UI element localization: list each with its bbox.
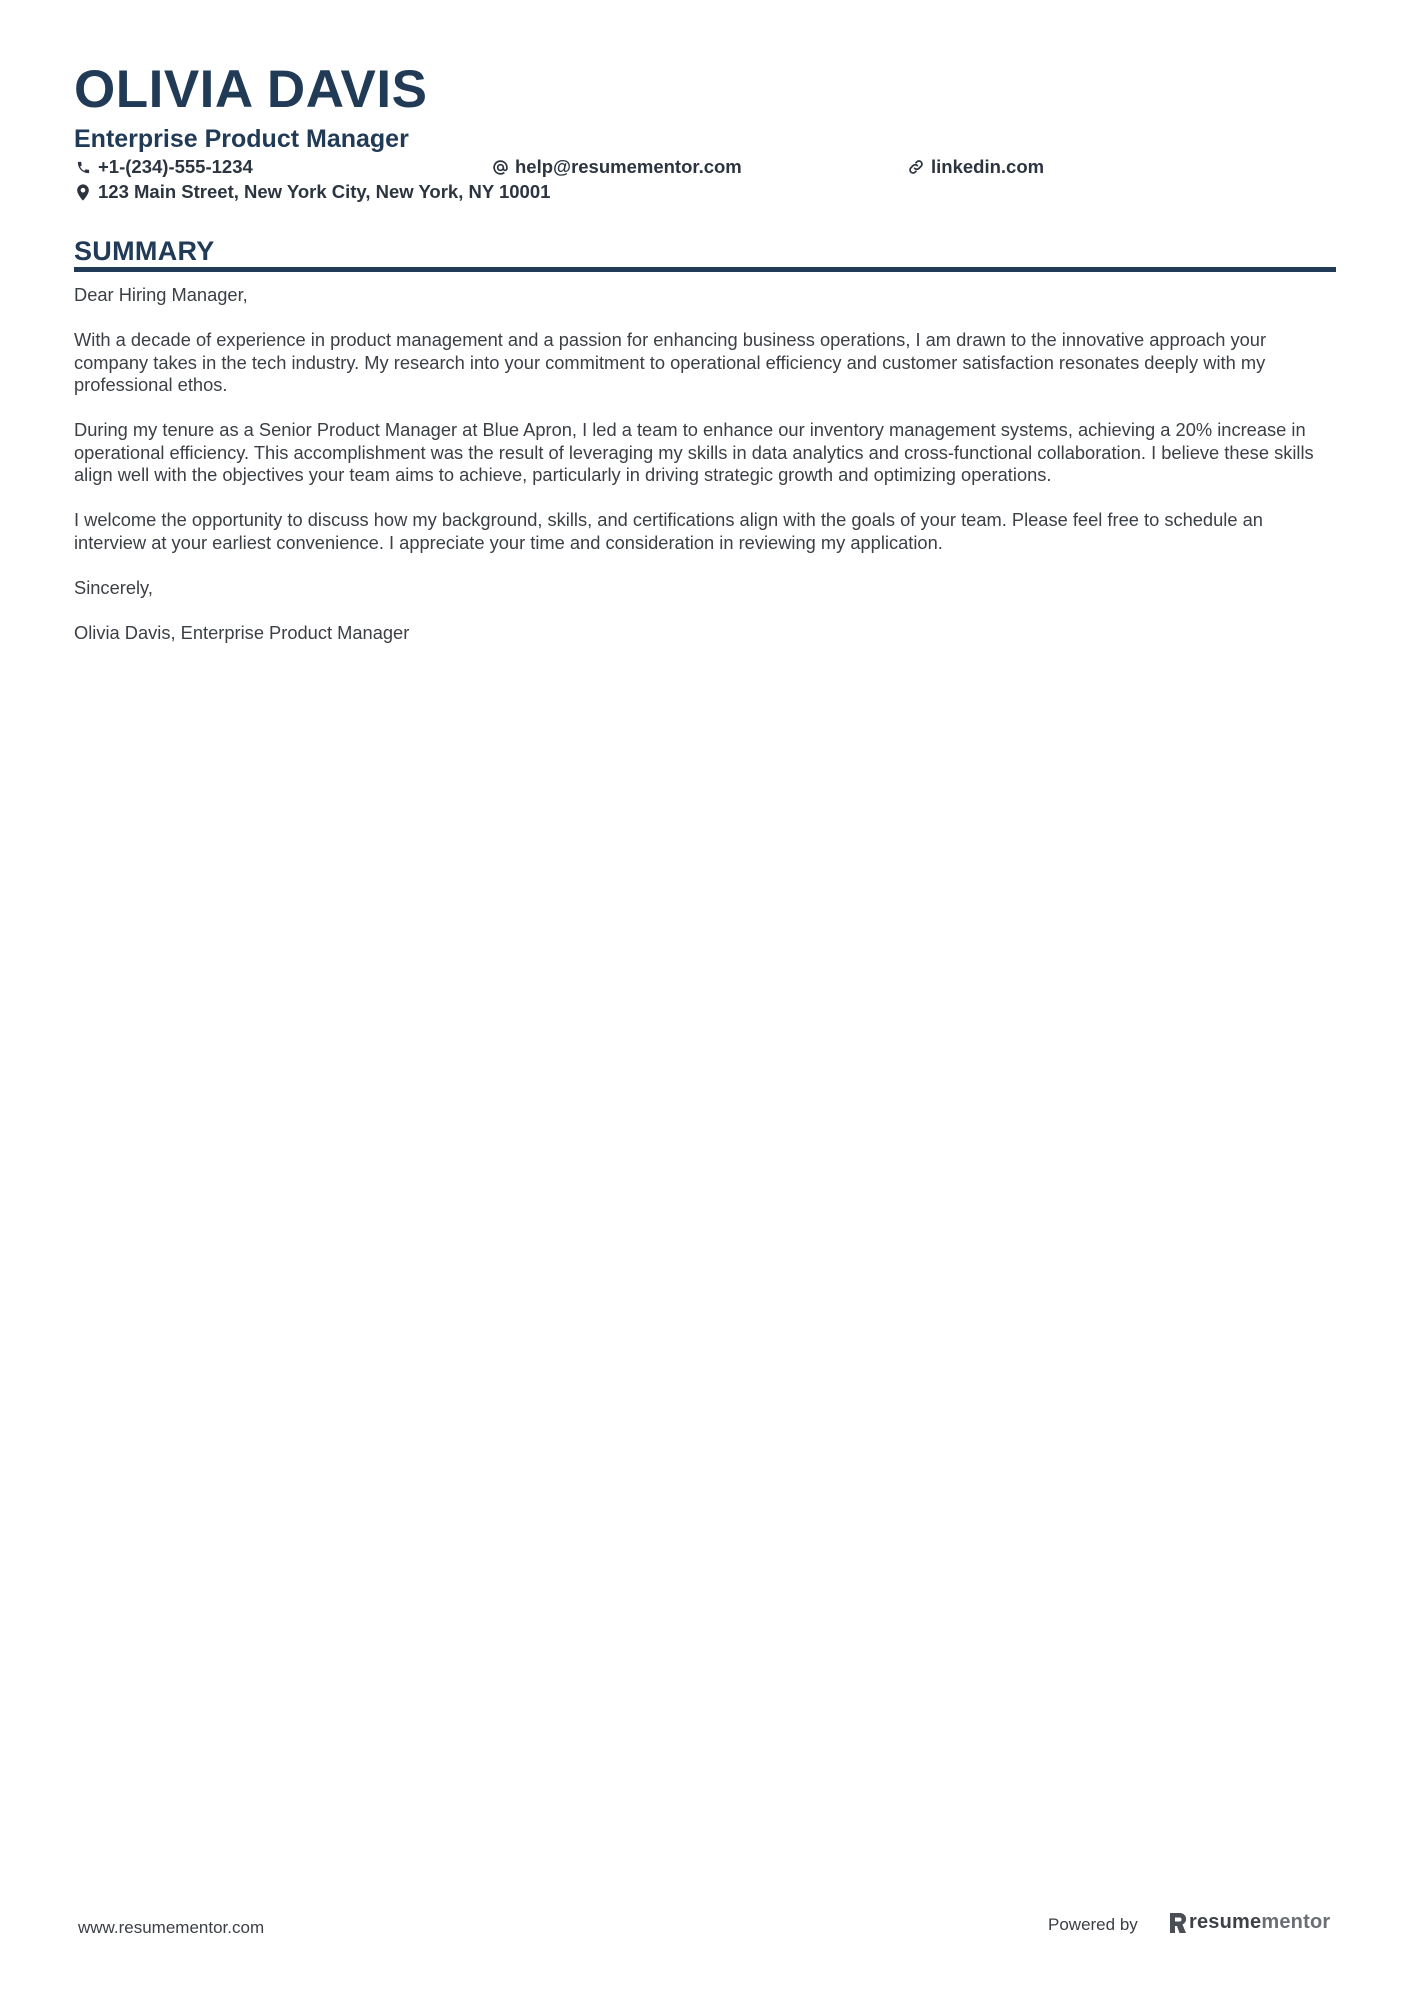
section-divider	[74, 267, 1336, 272]
letter-paragraph: With a decade of experience in product management and a passion for enhancing business operations, I am drawn to the innovative approach your company takes in the tech industry. My research into your commitment to operational efficiency and customer satisfaction resonates deeply with my professional ethos.	[74, 329, 1267, 395]
letter-body	[74, 284, 1336, 644]
candidate-name: OLIVIA DAVIS	[74, 60, 428, 119]
brand-name-bold: resume	[1189, 1911, 1262, 1933]
closing: Sincerely,	[74, 576, 153, 598]
resumementor-logo[interactable]	[1170, 1911, 1330, 1934]
powered-by-label: Powered by	[1048, 1915, 1138, 1934]
email-text: help@resumementor.com	[515, 156, 742, 177]
cover-letter-page	[74, 58, 1336, 667]
letter-paragraph: During my tenure as a Senior Product Manager at Blue Apron, I led a team to enhance our inventory management systems, achieving a 20% increase in operational efficiency. This accomplishment was the result of leveraging my skills in data analytics and cross-functional collaboration. I believe these skills align well with the objectives your team aims to achieve, particularly in driving strategic growth and optimizing operations.	[74, 419, 1314, 485]
contact-linkedin[interactable]	[907, 156, 1044, 178]
contact-phone[interactable]	[74, 156, 253, 178]
phone-text: +1-(234)-555-1234	[98, 156, 253, 177]
linkedin-text: linkedin.com	[931, 156, 1045, 177]
section-heading-summary: SUMMARY	[74, 236, 215, 266]
contact-info	[74, 156, 1336, 208]
address-text: 123 Main Street, New York City, New York, NY 10001	[98, 181, 551, 202]
letter-paragraph: I welcome the opportunity to discuss how my background, skills, and certifications align with the goals of your team. Please feel free to schedule an interview at your earliest convenience. I appreciate your time and consideration in reviewing my application.	[74, 509, 1263, 553]
salutation: Dear Hiring Manager,	[74, 284, 248, 305]
phone-icon	[74, 158, 92, 176]
brand-name-light: mentor	[1261, 1911, 1331, 1933]
location-pin-icon	[74, 183, 92, 201]
footer-website-link[interactable]: www.resumementor.com	[78, 1918, 265, 1937]
job-title: Enterprise Product Manager	[74, 125, 409, 153]
contact-email[interactable]	[491, 156, 742, 178]
contact-address	[74, 181, 550, 203]
signature: Olivia Davis, Enterprise Product Manager	[74, 621, 410, 643]
resumementor-logo-icon	[1170, 1913, 1186, 1933]
link-icon	[907, 158, 925, 176]
at-icon	[491, 158, 509, 176]
